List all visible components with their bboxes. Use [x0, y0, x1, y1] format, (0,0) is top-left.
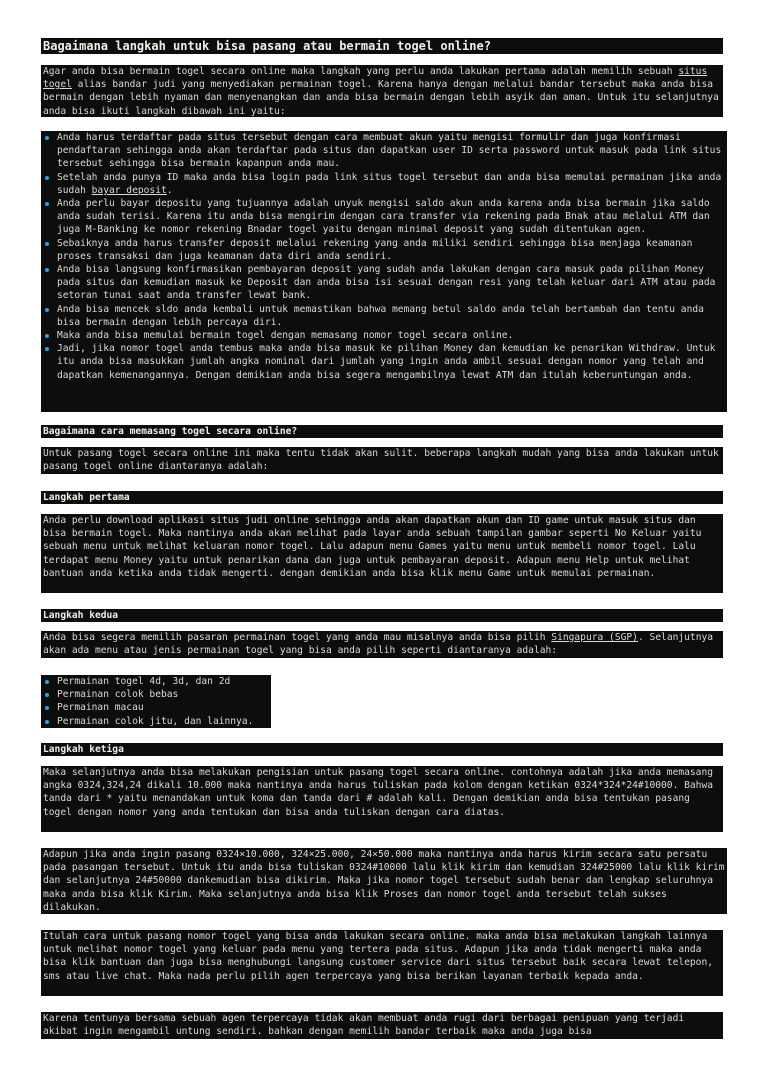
games-list-block	[41, 675, 271, 728]
step-text: Setelah anda punya ID maka anda bisa login pada link situs togel tersebut dan anda bisa memulai permainan jika anda sudah	[57, 171, 722, 196]
list-item: Permainan togel 4d, 3d, dan 2d	[43, 675, 271, 688]
step-text: Anda bisa mencek sldo anda kembali untuk memastikan bahwa memang betul saldo anda telah bertambah dan tentu anda bisa bermain dengan lebih percaya diri.	[57, 303, 704, 328]
ketiga-text-1: Maka selanjutnya anda bisa melakukan pengisian untuk pasang togel secara online. contohnya adalah jika anda memasang angka 0324,324,24 dikali 10.000 maka nantinya anda harus tuliskan pada kolom dengan ketikan 0324*324*24#10000. Bahwa tanda dari * yaitu menandakan untuk koma dan tanda dari # adalah kali. Dengan demikian anda bisa tentukan pasang togel dengan nomor yang anda tentukan dan bisa anda tuliskan dengan cara diatas.	[43, 767, 714, 818]
list-item	[43, 131, 727, 171]
step-text: Anda harus terdaftar pada situs tersebut dengan cara membuat akun yaitu mengisi formulir dan juga konfirmasi pendaftaran sehingga anda akan terdaftar pada situs dan dapatkan user ID serta password untuk masuk pada link situs tersebut sehingga bisa bermain kapanpun anda mau.	[57, 132, 722, 170]
langkah-pertama-heading: Langkah pertama	[41, 491, 723, 504]
intro-text-after: alias bandar judi yang menyediakan permainan togel. Karena hanya dengan melalui bandar tersebut maka anda bisa bermain dengan lebih nyaman dan menyenangkan dan anda bisa bermain dengan lebih asyik dan aman. Untuk itu selanjutnya anda bisa ikuti langkah dibawah ini yaitu:	[43, 79, 719, 117]
cara-intro-text: Untuk pasang togel secara online ini maka tentu tidak akan sulit. beberapa langkah mudah yang bisa anda lakukan untuk pasang togel online diantaranya adalah:	[43, 448, 719, 473]
list-item	[43, 329, 727, 342]
list-item: Permainan macau	[43, 701, 271, 714]
langkah-pertama-text: Anda perlu download aplikasi situs judi online sehingga anda akan dapatkan akun dan ID game untuk masuk situs dan bisa bermain togel. Maka nantinya anda akan melihat pada layar anda sebuah tampilan gambar seperti No Keluar yaitu sebuah menu untuk melihat keluaran nomor togel. Lalu adapun menu Games yaitu menu untuk membeli nomor togel. Lalu terdapat menu Money yaitu untuk penarikan dana dan juga untuk pembayaran deposit. Adapun menu Help untuk melihat bantuan anda ketika anda tidak mengerti. dengan demikian anda bisa klik menu Game untuk memulai permainan.	[43, 515, 702, 579]
intro-text-before: Agar anda bisa bermain togel secara online maka langkah yang perlu anda lakukan pertama adalah memilih sebuah	[43, 66, 679, 77]
kedua-text-after: . Selanjutnya akan ada menu atau jenis permainan togel yang bisa anda pilih seperti diantaranya adalah:	[43, 632, 714, 657]
list-item	[43, 197, 727, 237]
langkah-ketiga-paragraph-2	[41, 848, 727, 914]
main-heading: Bagaimana langkah untuk bisa pasang atau bermain togel online?	[41, 38, 723, 54]
step-text: Maka anda bisa memulai bermain togel dengan memasang nomor togel secara online.	[57, 330, 514, 342]
cara-heading: Bagaimana cara memasang togel secara online?	[41, 425, 723, 438]
step-text: Anda bisa langsung konfirmasikan pembayaran deposit yang sudah anda lakukan dengan cara masuk pada pilihan Money pada situs dan kemudian masuk ke Deposit dan anda bisa isi sesuai dengan resi yang telah keluar dari ATM atau pada setoran tunai saat anda transfer lewat bank.	[57, 264, 716, 302]
list-item	[43, 237, 727, 263]
list-item	[43, 303, 727, 329]
steps-list	[43, 131, 727, 382]
langkah-ketiga-paragraph-3	[41, 930, 723, 996]
step-text: Jadi, jika nomor togel anda tembus maka anda bisa masuk ke pilihan Money dan kemudian ke penarikan Withdraw. Untuk itu anda bisa masukkan jumlah angka nominal dari jumlah yang ingin anda ambil sesuai dengan nomor yang telah and dapatkan kemenangannya. Dengan demikian anda bisa segera mengambilnya lewat ATM dan itulah keberuntungan anda.	[57, 343, 716, 381]
langkah-ketiga-paragraph-1	[41, 766, 723, 832]
langkah-kedua-paragraph	[41, 631, 723, 658]
intro-paragraph	[41, 65, 723, 117]
langkah-pertama-paragraph	[41, 514, 723, 593]
closing-text: Karena tentunya bersama sebuah agen terpercaya tidak akan membuat anda rugi dari berbagai penipuan yang terjadi akibat ingin mengambil untung sendiri. bahkan dengan memilih bandar terbaik maka anda juga bisa	[43, 1013, 685, 1038]
situs-togel-link[interactable]: situs togel	[43, 66, 708, 91]
list-item	[43, 171, 727, 197]
list-item: Permainan colok jitu, dan lainnya.	[43, 715, 271, 728]
ketiga-text-2: Adapun jika anda ingin pasang 0324×10.000, 324×25.000, 24×50.000 maka nantinya anda harus kirim secara satu persatu pada pasangan tersebut. Untuk itu anda bisa tuliskan 0324#10000 lalu klik kirim dan kemudian 324#25000 lalu klik kirim dan selanjutnya 24#50000 dankemudian bisa dikirim. Maka jika nomor togel tersebut sudah benar dan lengkap seluruhnya maka anda bisa klik Kirim. Maka selanjutnya anda bisa klik Proses dan nomor togel anda tersebut telah sukses dilakukan.	[43, 849, 725, 913]
singapura-link[interactable]: Singapura (SGP)	[551, 632, 638, 643]
bayar-deposit-link[interactable]: bayar deposit	[91, 184, 167, 196]
step-text: Anda perlu bayar depositu yang tujuannya adalah unyuk mengisi saldo akun anda karena anda bisa bermain jika saldo anda sudah terisi. Karena itu anda bisa mengirim dengan cara transfer via rekening pada Bnak atau melalui ATM dan juga M-Banking ke nomor rekening Bnadar togel yaitu dengan minimal deposit yang sudah ditentukan agen.	[57, 198, 710, 236]
list-item	[43, 263, 727, 303]
langkah-kedua-heading: Langkah kedua	[41, 609, 723, 622]
ketiga-text-3: Itulah cara untuk pasang nomor togel yang bisa anda lakukan secara online. maka anda bisa melakukan langkah lainnya untuk melihat nomor togel yang keluar pada menu yang tertera pada situs. Adapun jika anda tidak mengerti maka anda bisa klik bantuan dan juga bisa menghubungi langsung customer service dari situs tersebut baik secara lewat telepon, sms atau live chat. Maka nada perlu pilih agen terpercaya yang bisa berikan layanan terbaik kepada anda.	[43, 931, 714, 982]
closing-paragraph	[41, 1012, 723, 1039]
cara-intro-paragraph	[41, 447, 723, 474]
games-list	[43, 675, 271, 728]
list-item	[43, 342, 727, 382]
kedua-text-before: Anda bisa segera memilih pasaran permainan togel yang anda mau misalnya anda bisa pilih	[43, 632, 552, 643]
step-text-after: .	[166, 184, 173, 196]
steps-list-block	[41, 131, 727, 412]
step-text: Sebaiknya anda harus transfer deposit melalui rekening yang anda miliki sendiri sehingga bisa menjaga keamanan proses transaksi dan juga keamanan data diri anda sendiri.	[57, 237, 693, 262]
langkah-ketiga-heading: Langkah ketiga	[41, 743, 723, 756]
list-item: Permainan colok bebas	[43, 688, 271, 701]
